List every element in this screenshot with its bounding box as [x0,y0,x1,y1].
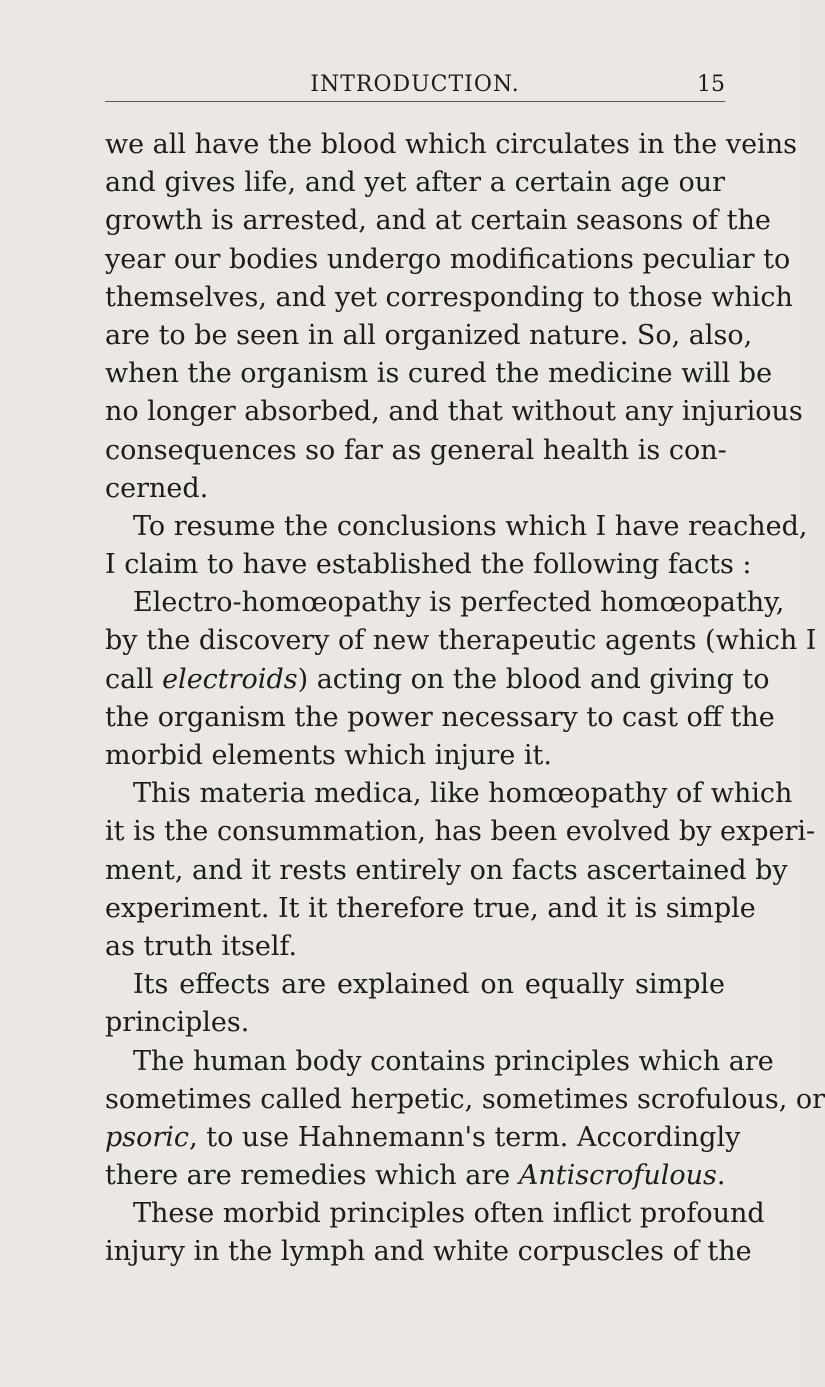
text-line: growth is arrested, and at certain seasons of the [105,205,771,237]
text-line: when the organism is cured the medicine will be [105,358,773,390]
text-run: there are remedies which are [105,1160,519,1192]
text-line [105,1119,741,1157]
text-line: year our bodies undergo modifications peculiar to [105,243,791,275]
text-line: cerned. [105,472,209,504]
text-line [105,661,770,699]
body-text [105,126,825,1272]
text-line: as truth itself. [105,930,298,962]
page-header [105,70,725,104]
text-line: no longer absorbed, and that without any injurious [105,396,803,428]
text-run: . [716,1160,726,1192]
text-line: ment, and it rests entirely on facts ascertained by [105,854,788,886]
text-line: Its effects are explained on equally simple [133,969,725,1001]
text-line: The human body contains principles which are [133,1045,774,1077]
text-line [105,1157,725,1195]
text-line: are to be seen in all organized nature. So, also, [105,319,753,351]
text-line: and gives life, and yet after a certain age our [105,167,725,199]
text-line: injury in the lymph and white corpuscles of the [105,1236,752,1268]
page-number: 15 [697,72,725,97]
text-run: , to use Hahnemann's term. Accordingly [189,1121,741,1153]
text-line: Electro-homœopathy is perfected homœopathy, [133,587,785,619]
text-line: by the discovery of new therapeutic agents (which I [105,625,817,657]
text-line: consequences so far as general health is con- [105,434,727,466]
italic-term: Antiscrofulous [518,1160,717,1192]
text-line: sometimes called herpetic, sometimes scrofulous, or [105,1083,825,1115]
text-line: themselves, and yet corresponding to those which [105,281,793,313]
text-line: it is the consummation, has been evolved by experi- [105,816,816,848]
text-line: morbid elements which injure it. [105,740,552,771]
italic-term: electroids [162,663,298,695]
italic-term: psoric [105,1121,190,1153]
text-line: experiment. It it therefore true, and it is simple [105,892,756,924]
text-line: principles. [105,1007,250,1039]
text-line: To resume the conclusions which I have reached, [133,510,808,542]
header-rule [105,101,725,102]
text-line: This materia medica, like homœopathy of which [133,778,793,810]
text-line: we all have the blood which circulates in the veins [105,129,797,160]
text-line: I claim to have established the following facts : [105,549,752,581]
running-title: INTRODUCTION. [310,72,520,97]
text-line: the organism the power necessary to cast off the [105,701,775,733]
text-run: ) acting on the blood and giving to [297,663,770,695]
text-run: call [105,663,163,695]
text-line: These morbid principles often inflict profound [133,1198,765,1230]
